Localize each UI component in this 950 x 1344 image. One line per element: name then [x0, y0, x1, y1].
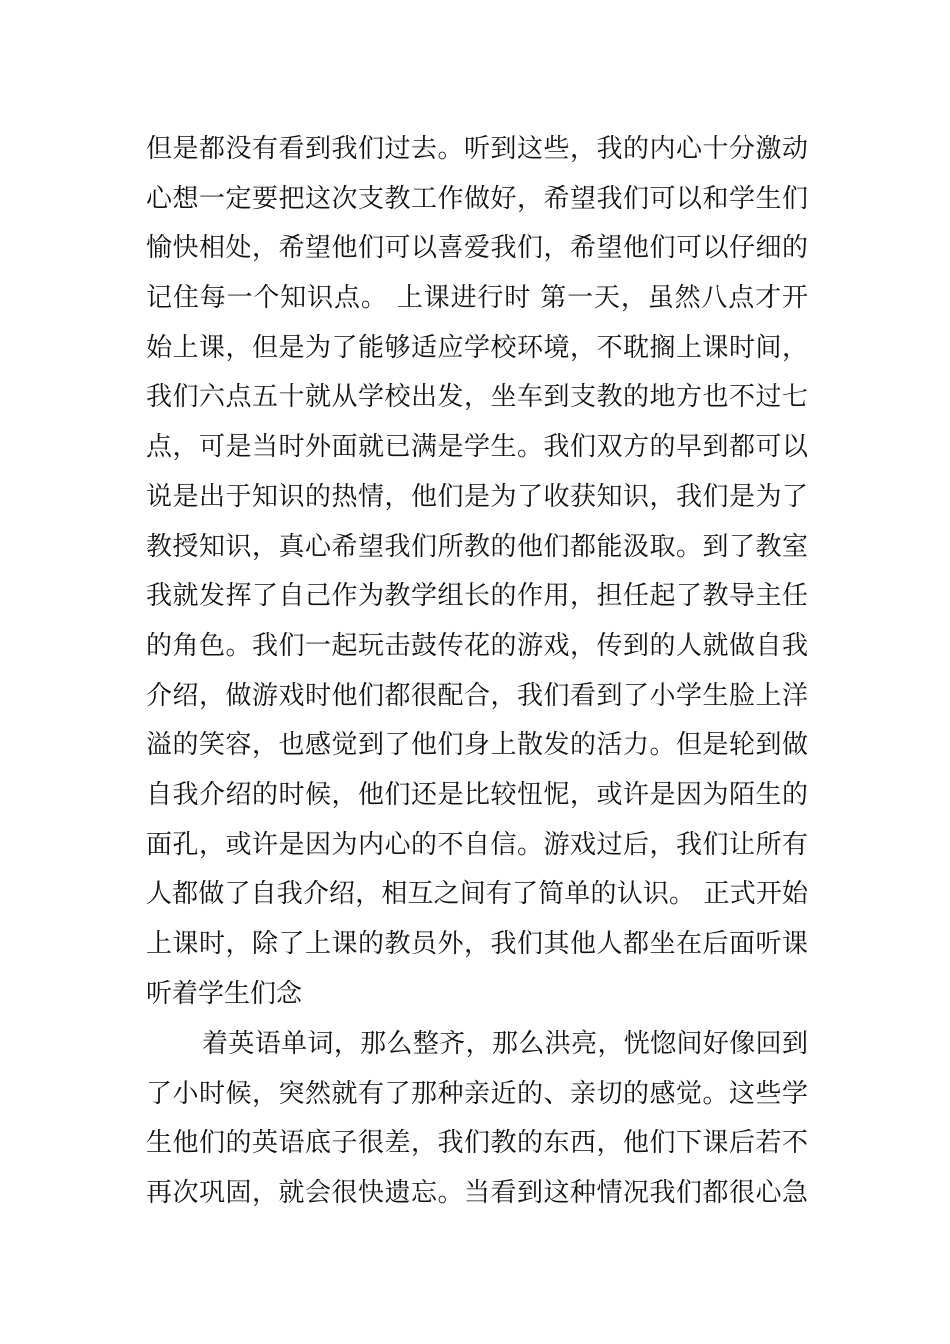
text-line: 面孔，或许是因为内心的不自信。游戏过后，我们让所有: [146, 829, 808, 860]
paragraph-1: [146, 125, 808, 1019]
text-line: 记住每一个知识点。 上课进行时 第一天，虽然八点才开: [146, 283, 808, 314]
text-line: 的角色。我们一起玩击鼓传花的游戏，传到的人就做自我: [146, 630, 808, 661]
text-line: 心想一定要把这次支教工作做好，希望我们可以和学生们: [146, 183, 808, 214]
text-line: 但是都没有看到我们过去。听到这些，我的内心十分激动: [146, 134, 808, 164]
text-line: 再次巩固，就会很快遗忘。当看到这种情况我们都很心急: [146, 1178, 808, 1209]
paragraph-2: [146, 1020, 808, 1219]
text-line: 点，可是当时外面就已满是学生。我们双方的早到都可以: [146, 432, 808, 463]
text-line: 着英语单词，那么整齐，那么洪亮，恍惚间好像回到: [202, 1029, 808, 1059]
text-line: 说是出于知识的热情，他们是为了收获知识，我们是为了: [146, 481, 808, 512]
text-line: 听着学生们念: [146, 978, 303, 1009]
text-line: 教授知识，真心希望我们所教的他们都能汲取。到了教室: [146, 531, 808, 562]
text-line: 我就发挥了自己作为教学组长的作用，担任起了教导主任: [146, 581, 808, 612]
text-line: 溢的笑容，也感觉到了他们身上散发的活力。但是轮到做: [146, 730, 808, 761]
text-line: 生他们的英语底子很差，我们教的东西，他们下课后若不: [146, 1128, 808, 1159]
text-line: 介绍，做游戏时他们都很配合，我们看到了小学生脸上洋: [146, 680, 808, 711]
text-line: 了小时候，突然就有了那种亲近的、亲切的感觉。这些学: [146, 1078, 808, 1109]
text-line: 我们六点五十就从学校出发，坐车到支教的地方也不过七: [146, 382, 808, 413]
text-line: 人都做了自我介绍，相互之间有了简单的认识。 正式开始: [146, 879, 808, 910]
text-line: 自我介绍的时候，他们还是比较忸怩，或许是因为陌生的: [146, 779, 808, 810]
text-line: 愉快相处，希望他们可以喜爱我们，希望他们可以仔细的: [146, 233, 808, 264]
text-line: 始上课，但是为了能够适应学校环境，不耽搁上课时间，: [146, 332, 808, 363]
text-line: 上课时，除了上课的教员外，我们其他人都坐在后面听课: [146, 929, 808, 959]
